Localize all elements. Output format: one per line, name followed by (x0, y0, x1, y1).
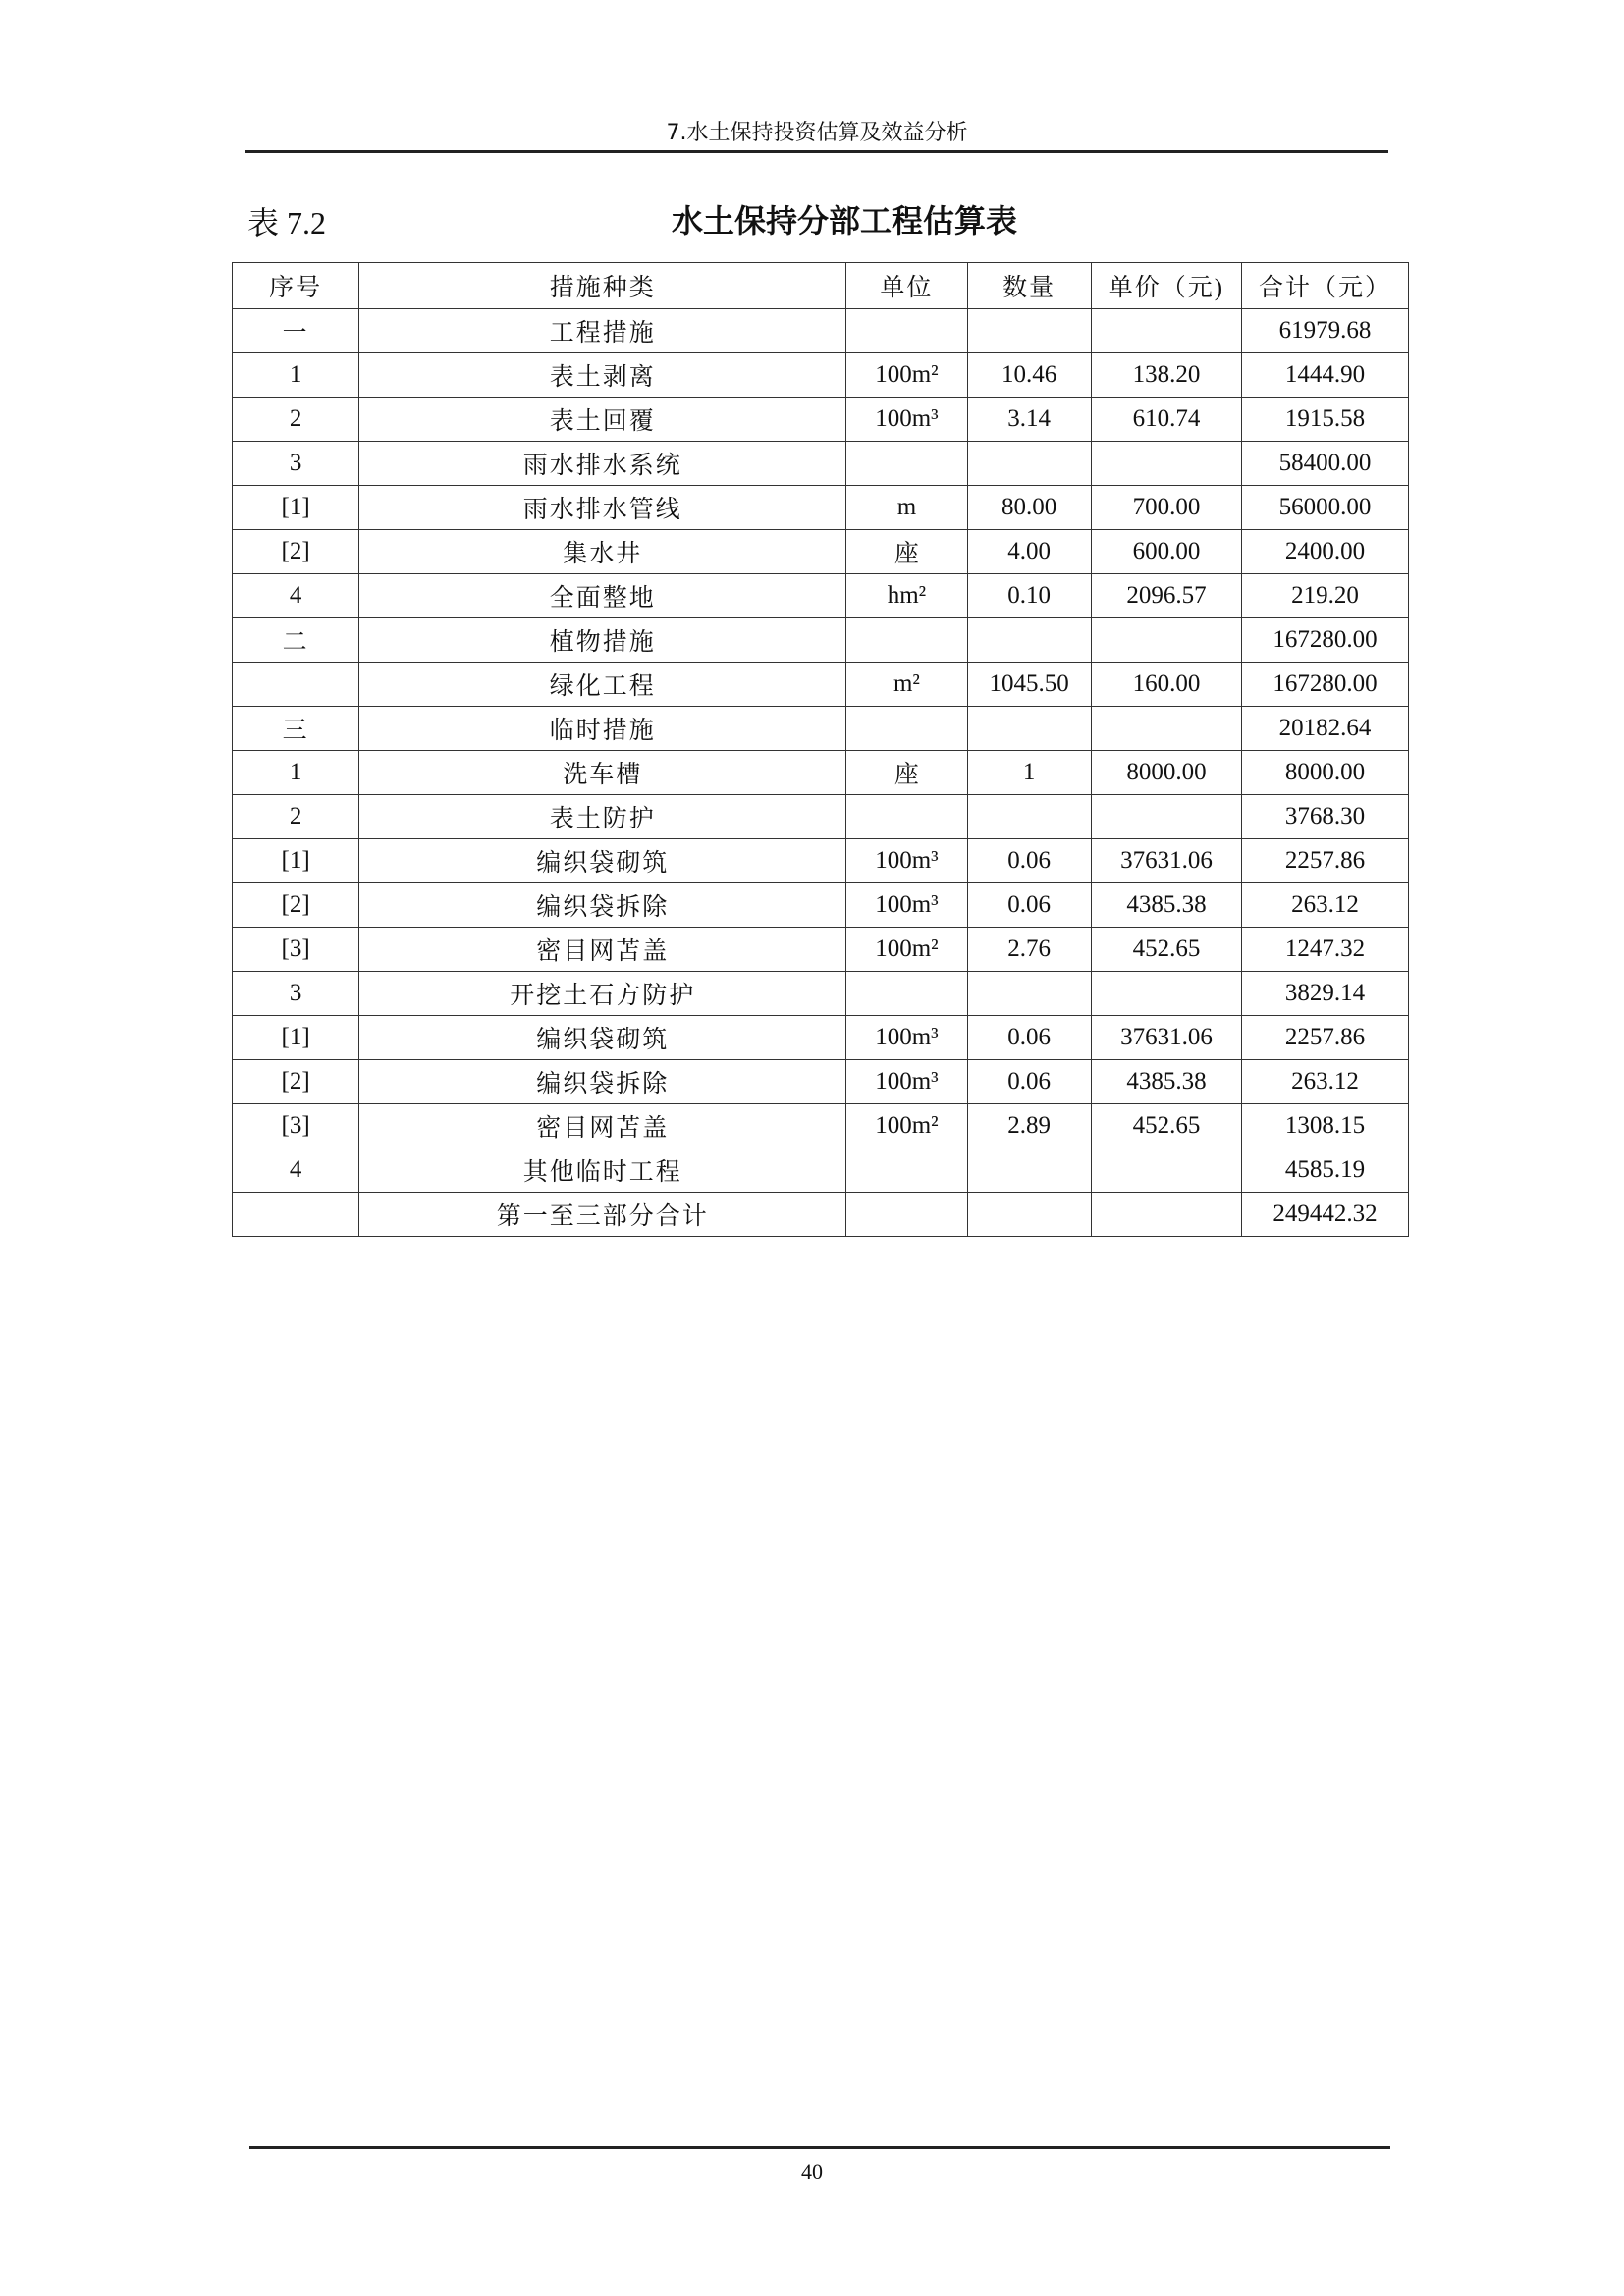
cell-unit-price (1091, 442, 1241, 486)
table-row (233, 972, 1409, 1016)
cell-total: 56000.00 (1242, 486, 1409, 530)
cell-unit: 100m³ (846, 398, 967, 442)
cell-unit: 100m² (846, 928, 967, 972)
cell-quantity (967, 795, 1091, 839)
cell-total: 2257.86 (1242, 839, 1409, 883)
cell-measure: 绿化工程 (359, 663, 846, 707)
cell-measure: 编织袋拆除 (359, 1060, 846, 1104)
running-header: 7.水土保持投资估算及效益分析 (666, 121, 968, 145)
table-row (233, 574, 1409, 618)
cell-index: [1] (233, 486, 359, 530)
cell-unit-price: 610.74 (1091, 398, 1241, 442)
cell-unit-price: 4385.38 (1091, 1060, 1241, 1104)
col-header-measure: 措施种类 (359, 263, 846, 309)
cell-quantity (967, 309, 1091, 353)
cell-unit (846, 1148, 967, 1193)
cell-unit (846, 972, 967, 1016)
cell-measure: 雨水排水管线 (359, 486, 846, 530)
cell-index: 2 (233, 398, 359, 442)
cell-unit (846, 707, 967, 751)
cell-measure: 植物措施 (359, 618, 846, 663)
cell-unit (846, 309, 967, 353)
cell-unit-price: 452.65 (1091, 1104, 1241, 1148)
cell-total: 1308.15 (1242, 1104, 1409, 1148)
table-label: 表 7.2 (247, 205, 327, 240)
cell-unit: 100m³ (846, 1060, 967, 1104)
cell-unit: 100m³ (846, 839, 967, 883)
cell-unit-price: 37631.06 (1091, 1016, 1241, 1060)
cell-unit: hm² (846, 574, 967, 618)
cell-unit-price: 160.00 (1091, 663, 1241, 707)
col-header-index: 序号 (233, 263, 359, 309)
table-title: 水土保持分部工程估算表 (671, 202, 1017, 240)
cell-total: 219.20 (1242, 574, 1409, 618)
cell-unit-price: 138.20 (1091, 353, 1241, 398)
cell-unit-price (1091, 1193, 1241, 1237)
cell-total: 167280.00 (1242, 618, 1409, 663)
table-row (233, 663, 1409, 707)
cell-index: [2] (233, 1060, 359, 1104)
cell-total: 263.12 (1242, 883, 1409, 928)
table-row (233, 795, 1409, 839)
col-header-total: 合计（元） (1242, 263, 1409, 309)
table-row (233, 707, 1409, 751)
cell-unit-price (1091, 618, 1241, 663)
table-header-row (233, 263, 1409, 309)
cell-index: [2] (233, 883, 359, 928)
cell-index: 1 (233, 353, 359, 398)
table-row (233, 618, 1409, 663)
table-row (233, 839, 1409, 883)
cell-quantity (967, 1148, 1091, 1193)
cell-unit-price: 37631.06 (1091, 839, 1241, 883)
cell-index: 3 (233, 442, 359, 486)
cell-unit (846, 795, 967, 839)
footer-rule (249, 2146, 1390, 2149)
cell-quantity: 0.10 (967, 574, 1091, 618)
page-number: 40 (801, 2160, 823, 2184)
cell-quantity: 4.00 (967, 530, 1091, 574)
cell-unit (846, 618, 967, 663)
cell-unit: m² (846, 663, 967, 707)
cell-index: 1 (233, 751, 359, 795)
cell-total: 249442.32 (1242, 1193, 1409, 1237)
table-row (233, 928, 1409, 972)
cell-unit: 100m³ (846, 1016, 967, 1060)
table-row (233, 442, 1409, 486)
cell-measure: 密目网苫盖 (359, 1104, 846, 1148)
table-row (233, 1060, 1409, 1104)
cell-unit: 100m³ (846, 883, 967, 928)
cell-quantity (967, 707, 1091, 751)
cell-index: [2] (233, 530, 359, 574)
cell-unit-price (1091, 972, 1241, 1016)
cell-unit-price: 700.00 (1091, 486, 1241, 530)
header-rule (245, 150, 1388, 153)
cell-index: 一 (233, 309, 359, 353)
cell-index: 三 (233, 707, 359, 751)
cell-quantity: 0.06 (967, 1060, 1091, 1104)
cell-measure: 密目网苫盖 (359, 928, 846, 972)
cell-index: 4 (233, 1148, 359, 1193)
cell-index: 2 (233, 795, 359, 839)
cell-total: 2257.86 (1242, 1016, 1409, 1060)
cell-total: 3829.14 (1242, 972, 1409, 1016)
col-header-quantity: 数量 (967, 263, 1091, 309)
cell-quantity (967, 618, 1091, 663)
cell-index: 二 (233, 618, 359, 663)
cell-quantity: 0.06 (967, 839, 1091, 883)
table-row (233, 530, 1409, 574)
cell-index: [1] (233, 839, 359, 883)
cell-total: 167280.00 (1242, 663, 1409, 707)
cell-measure: 集水井 (359, 530, 846, 574)
cell-unit: m (846, 486, 967, 530)
cell-total: 58400.00 (1242, 442, 1409, 486)
cell-measure: 工程措施 (359, 309, 846, 353)
cell-index: [1] (233, 1016, 359, 1060)
cell-unit-price: 8000.00 (1091, 751, 1241, 795)
cell-quantity (967, 972, 1091, 1016)
cell-quantity (967, 442, 1091, 486)
cell-unit: 座 (846, 751, 967, 795)
cell-index: [3] (233, 1104, 359, 1148)
cell-unit: 100m² (846, 1104, 967, 1148)
cell-total: 2400.00 (1242, 530, 1409, 574)
cell-unit-price (1091, 1148, 1241, 1193)
cell-index: [3] (233, 928, 359, 972)
cell-quantity: 0.06 (967, 883, 1091, 928)
cell-quantity: 80.00 (967, 486, 1091, 530)
cell-unit (846, 442, 967, 486)
cell-measure: 第一至三部分合计 (359, 1193, 846, 1237)
table-row (233, 1193, 1409, 1237)
cell-total: 1444.90 (1242, 353, 1409, 398)
cell-measure: 编织袋砌筑 (359, 839, 846, 883)
cell-measure: 雨水排水系统 (359, 442, 846, 486)
cell-quantity: 2.89 (967, 1104, 1091, 1148)
cell-quantity: 1045.50 (967, 663, 1091, 707)
cell-unit-price: 452.65 (1091, 928, 1241, 972)
table-row (233, 353, 1409, 398)
cell-unit-price (1091, 795, 1241, 839)
table-row (233, 1148, 1409, 1193)
cell-total: 1247.32 (1242, 928, 1409, 972)
cell-measure: 编织袋拆除 (359, 883, 846, 928)
table-body (233, 309, 1409, 1237)
cell-quantity: 0.06 (967, 1016, 1091, 1060)
cell-measure: 洗车槽 (359, 751, 846, 795)
cell-quantity: 10.46 (967, 353, 1091, 398)
cell-quantity (967, 1193, 1091, 1237)
table-row (233, 1104, 1409, 1148)
cell-unit-price: 600.00 (1091, 530, 1241, 574)
cell-index (233, 663, 359, 707)
cell-total: 1915.58 (1242, 398, 1409, 442)
table-row (233, 486, 1409, 530)
cell-unit: 座 (846, 530, 967, 574)
cell-index: 3 (233, 972, 359, 1016)
cell-total: 8000.00 (1242, 751, 1409, 795)
col-header-unit: 单位 (846, 263, 967, 309)
table-row (233, 309, 1409, 353)
cell-unit: 100m² (846, 353, 967, 398)
cell-index (233, 1193, 359, 1237)
cell-unit (846, 1193, 967, 1237)
cell-index: 4 (233, 574, 359, 618)
cell-unit-price: 2096.57 (1091, 574, 1241, 618)
table-row (233, 751, 1409, 795)
cell-total: 263.12 (1242, 1060, 1409, 1104)
cell-quantity: 2.76 (967, 928, 1091, 972)
cell-unit-price: 4385.38 (1091, 883, 1241, 928)
cell-quantity: 3.14 (967, 398, 1091, 442)
cell-measure: 表土防护 (359, 795, 846, 839)
cell-total: 4585.19 (1242, 1148, 1409, 1193)
table-row (233, 1016, 1409, 1060)
cell-measure: 全面整地 (359, 574, 846, 618)
col-header-unit-price: 单价（元) (1091, 263, 1241, 309)
cell-measure: 表土剥离 (359, 353, 846, 398)
cell-measure: 表土回覆 (359, 398, 846, 442)
cell-total: 61979.68 (1242, 309, 1409, 353)
table-row (233, 398, 1409, 442)
cell-total: 20182.64 (1242, 707, 1409, 751)
cell-measure: 其他临时工程 (359, 1148, 846, 1193)
cell-unit-price (1091, 707, 1241, 751)
estimate-table (232, 262, 1409, 1237)
cell-measure: 编织袋砌筑 (359, 1016, 846, 1060)
cell-quantity: 1 (967, 751, 1091, 795)
cell-measure: 开挖土石方防护 (359, 972, 846, 1016)
cell-unit-price (1091, 309, 1241, 353)
cell-measure: 临时措施 (359, 707, 846, 751)
table-row (233, 883, 1409, 928)
cell-total: 3768.30 (1242, 795, 1409, 839)
